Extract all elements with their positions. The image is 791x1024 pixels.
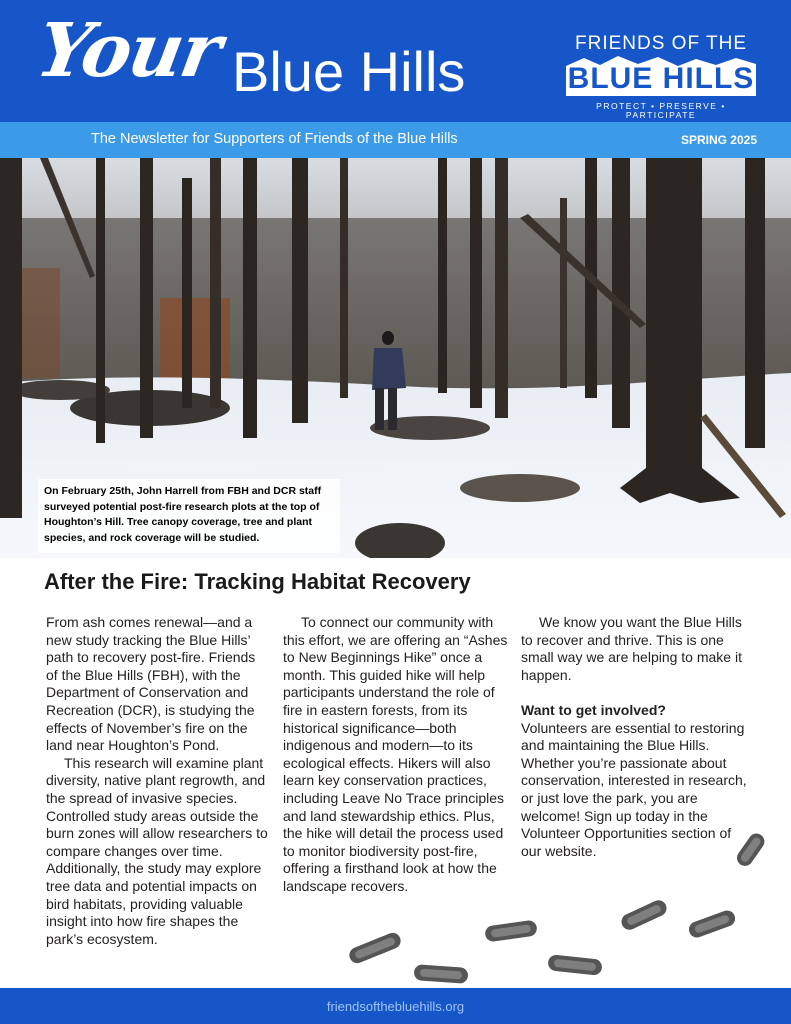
logo-main-text: BLUE HILLS <box>567 62 755 95</box>
paragraph: From ash comes renewal—and a new study tracking the Blue Hills’ path to recovery post-fire. Friends of the Blue Hills (FBH), with the Department of Conservation and Recreation (DCR), is studying the effects of November’s fire on the land near Houghton’s Pond. <box>46 614 256 754</box>
subheading: Want to get involved? <box>521 701 666 718</box>
boot-print-icon <box>410 960 472 988</box>
issue-date: SPRING 2025 <box>680 133 757 147</box>
title-script: Your <box>30 8 227 94</box>
article-headline: After the Fire: Tracking Habitat Recovery <box>44 569 471 594</box>
boot-print-icon <box>682 906 742 942</box>
paragraph: Volunteers are essential to restoring and maintaining the Blue Hills. Whether you’re passionate about conservation, interested in research, or just love the park, you are welcome! Sign up today in the Volunteer Opportunities section of our website. <box>521 719 747 859</box>
title-text: Blue Hills <box>232 40 466 103</box>
boot-print-icon <box>481 916 541 946</box>
paragraph: This research will examine plant diversity, native plant regrowth, and the spread of invasive species. Controlled study areas outside the burn zones will allow researchers to compare changes over time. Additionally, the study may explore tree data and potential impacts on bird habitats, providing valuable insight into how fire shapes the park’s ecosystem. <box>46 754 268 947</box>
paragraph: We know you want the Blue Hills to recover and thrive. This is one small way we are helping to make it happen. <box>521 614 742 683</box>
logo-tagline: PROTECT • PRESERVE • PARTICIPATE <box>596 101 726 120</box>
paragraph: To connect our community with this effort, we are offering an “Ashes to New Beginnings Hike” once a month. This guided hike will help participants understand the role of fire in eastern forests, from its historical significance—both indigenous and modern—to its ecological effects. Hikers will also learn key conservation practices, including Leave No Trace principles and land stewardship ethics. Plus, the hike will detail the process used to monitor biodiversity post-fire, offering a firsthand look at how the landscape recovers. <box>283 614 508 894</box>
article-column-3 <box>521 614 753 860</box>
article-column-2 <box>283 614 513 896</box>
newsletter-subtitle: The Newsletter for Supporters of Friends of the Blue Hills <box>91 131 458 147</box>
website-link[interactable]: friendsofthebluehills.org <box>326 999 465 1014</box>
boot-print-icon <box>730 826 778 878</box>
boot-print-icon <box>544 950 606 980</box>
logo-top-text: FRIENDS OF THE <box>575 33 747 54</box>
boot-print-icon <box>616 897 672 933</box>
article-column-1 <box>46 614 268 948</box>
boot-print-icon <box>344 928 406 968</box>
photo-caption: On February 25th, John Harrell from FBH and DCR staff surveyed potential post-fire research plots at the top of Houghton’s Hill. Tree canopy coverage, tree and plant species, and rock coverage will be studied. <box>44 485 322 544</box>
